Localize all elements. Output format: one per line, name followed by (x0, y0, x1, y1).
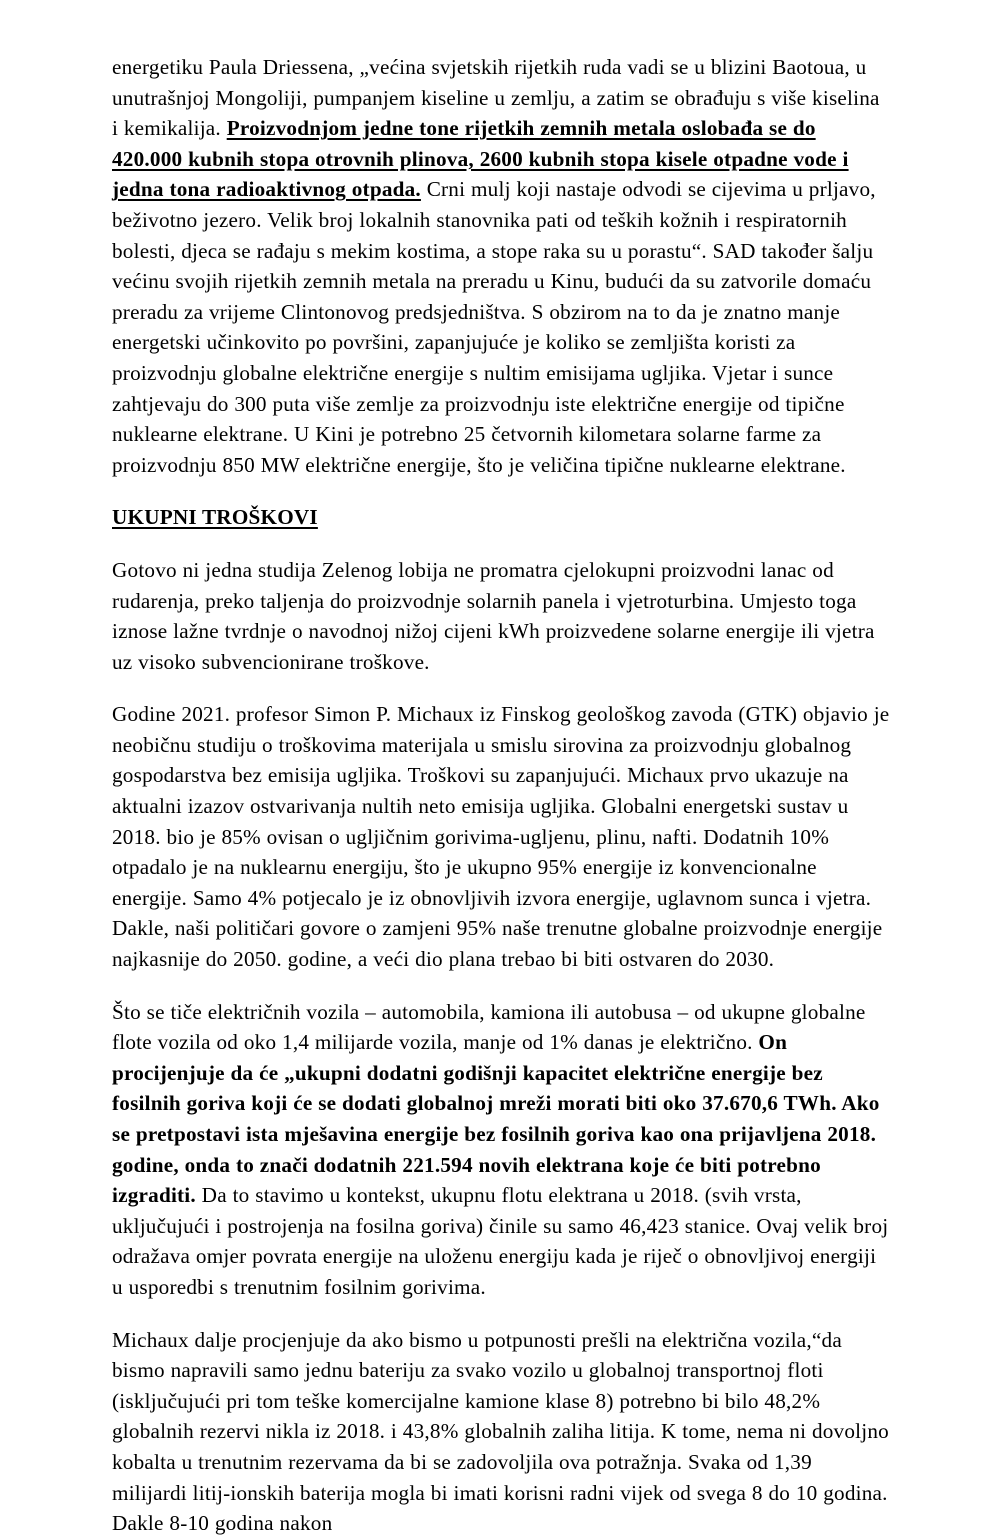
paragraph-4-emphasis-bold: On procijenjuje da će „ukupni dodatni godišnji kapacitet električne energije bez fosilnih goriva koji će se dodati globalnoj mreži morati biti oko 37.670,6 TWh. Ako se pretpostavi ista mješavina energije bez fosilnih goriva kao ona prijavljena 2018. godine, onda to znači dodatnih 221.594 novih elektrana koje će biti potrebno izgraditi. (112, 1030, 880, 1208)
section-heading (112, 502, 890, 533)
paragraph-4 (112, 997, 890, 1303)
paragraph-2 (112, 555, 890, 677)
paragraph-1 (112, 52, 890, 480)
document-body (112, 52, 890, 1539)
paragraph-4-run-3: Da to stavimo u kontekst, ukupnu flotu elektrana u 2018. (svih vrsta, uključujući i postrojenja na fosilna goriva) činile su samo 46,423 stanice. Ovaj velik broj odražava omjer povrata energije na uloženu energiju kada je riječ o obnovljivoj energiji u usporedbi s trenutnim fosilnim gorivima. (112, 1183, 889, 1299)
paragraph-5-run-1: Michaux dalje procjenjuje da ako bismo u potpunosti prešli na električna vozila,“da bismo napravili samo jednu bateriju za svako vozilo u globalnoj transportnoj floti (isključujući pri tom teške komercijalne kamione klase 8) potrebno bi bilo 48,2% globalnih rezervi nikla iz 2018. i 43,8% globalnih zaliha litija. K tome, nema ni dovoljno kobalta u trenutnim rezervama da bi se zadovoljila ova potražnja. Svaka od 1,39 milijardi litij-ionskih baterija mogla bi imati korisni radni vijek od svega 8 do 10 godina. Dakle 8-10 godina nakon (112, 1327, 889, 1536)
paragraph-4-run-1: Što se tiče električnih vozila – automobila, kamiona ili autobusa – od ukupne globalne flote vozila od oko 1,4 milijarde vozila, manje od 1% danas je električno. (112, 999, 866, 1055)
paragraph-3 (112, 699, 890, 974)
paragraph-5 (112, 1325, 890, 1539)
section-heading-text: UKUPNI TROŠKOVI (112, 505, 318, 530)
paragraph-1-run-1: energetiku Paula Driessena, „većina svjetskih rijetkih ruda vadi se u blizini Baotoua, u unutrašnjoj Mongoliji, pumpanjem kiseline u zemlju, a zatim se obrađuju s više kiselina i kemikalija. (112, 55, 880, 141)
paragraph-1-emphasis-bold-underline: Proizvodnjom jedne tone rijetkih zemnih metala oslobađa se do 420.000 kubnih stopa otrovnih plinova, 2600 kubnih stopa kisele otpadne vode i jedna tona radioaktivnog otpada. (112, 116, 849, 202)
paragraph-2-run-1: Gotovo ni jedna studija Zelenog lobija ne promatra cjelokupni proizvodni lanac od rudarenja, preko taljenja do proizvodnje solarnih panela i vjetroturbina. Umjesto toga iznose lažne tvrdnje o navodnoj nižoj cijeni kWh proizvedene solarne energije ili vjetra uz visoko subvencionirane troškove. (112, 557, 875, 674)
paragraph-1-run-3: Crni mulj koji nastaje odvodi se cijevima u prljavo, beživotno jezero. Velik broj lokalnih stanovnika pati od teških kožnih i respiratornih bolesti, djeca se rađaju s mekim kostima, a stope raka su u porastu“. SAD također šalju većinu svojih rijetkih zemnih metala na preradu u Kinu, budući da su zatvorile domaću preradu za vrijeme Clintonovog predsjedništva. S obzirom na to da je znatno manje energetski učinkovito po površini, zapanjujuće je koliko se zemljišta koristi za proizvodnju globalne električne energije s nultim emisijama ugljika. Vjetar i sunce zahtjevaju do 300 puta više zemlje za proizvodnju iste električne energije od tipične nuklearne elektrane. U Kini je potrebno 25 četvornih kilometara solarne farme za proizvodnju 850 MW električne energije, što je veličina tipične nuklearne elektrane. (112, 177, 876, 477)
paragraph-3-run-1: Godine 2021. profesor Simon P. Michaux iz Finskog geološkog zavoda (GTK) objavio je neobičnu studiju o troškovima materijala u smislu sirovina za proizvodnju globalnog gospodarstva bez emisija ugljika. Troškovi su zapanjujući. Michaux prvo ukazuje na aktualni izazov ostvarivanja nultih neto emisija ugljika. Globalni energetski sustav u 2018. bio je 85% ovisan o ugljičnim gorivima-ugljenu, plinu, nafti. Dodatnih 10% otpadalo je na nuklearnu energiju, što je ukupno 95% energije iz konvencionalne energije. Samo 4% potjecalo je iz obnovljivih izvora energije, uglavnom sunca i vjetra. Dakle, naši političari govore o zamjeni 95% naše trenutne globalne proizvodnje energije najkasnije do 2050. godine, a veći dio plana trebao bi biti ostvaren do 2030. (112, 702, 890, 972)
